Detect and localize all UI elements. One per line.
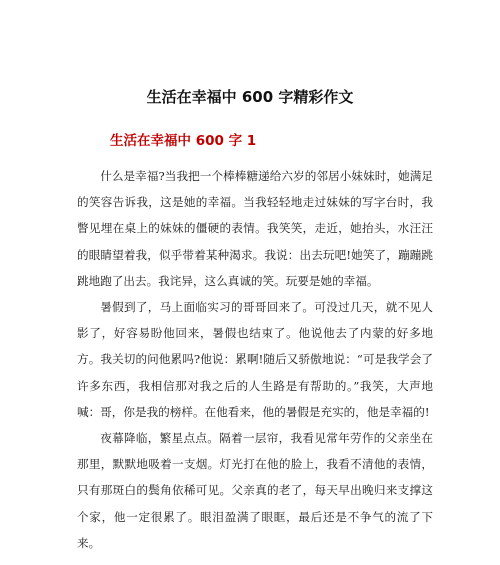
paragraph: 暑假到了，马上面临实习的哥哥回来了。可没过几天，就不见人影了，好容易盼他回来，暑假也结束了。他说他去了内蒙的好多地方。我关切的问他累吗?他说：累啊!随后又骄傲地说：“可是我学会了许多东西，我相信那对我之后的人生路是有帮助的。”我笑，大声地喊：哥，你是我的榜样。在他看来，他的暑假是充实的，他是幸福的! [77,300,433,419]
paragraph: 什么是幸福?当我把一个棒棒糖递给六岁的邻居小妹妹时，她满足的笑容告诉我，这是她的幸福。当我轻轻地走过妹妹的写字台时，我瞥见埋在桌上的妹妹的僵硬的表情。我笑笑，走近，她抬头，水汪汪的眼睛望着我，似乎带着某种渴求。我说：出去玩吧!她笑了，蹦蹦跳跳地跑了出去。我诧异，这么真诚的笑。玩要是她的幸福。 [77,169,433,288]
paragraph: 夜幕降临，繁星点点。隔着一层帘，我看见常年劳作的父亲坐在那里，默默地吸着一支烟。灯光打在他的脸上，我看不清他的表情，只有那斑白的鬓角依稀可见。父亲真的老了，每天早出晚归来支撑这个家，他一定很累了。眼泪盈满了眼眶，最后还是不争气的流了下来。 [77,431,433,550]
document-title: 生活在幸福中 600 字精彩作文 [146,88,354,106]
section-heading: 生活在幸福中 600 字 1 [110,133,257,149]
article-body [77,163,433,556]
